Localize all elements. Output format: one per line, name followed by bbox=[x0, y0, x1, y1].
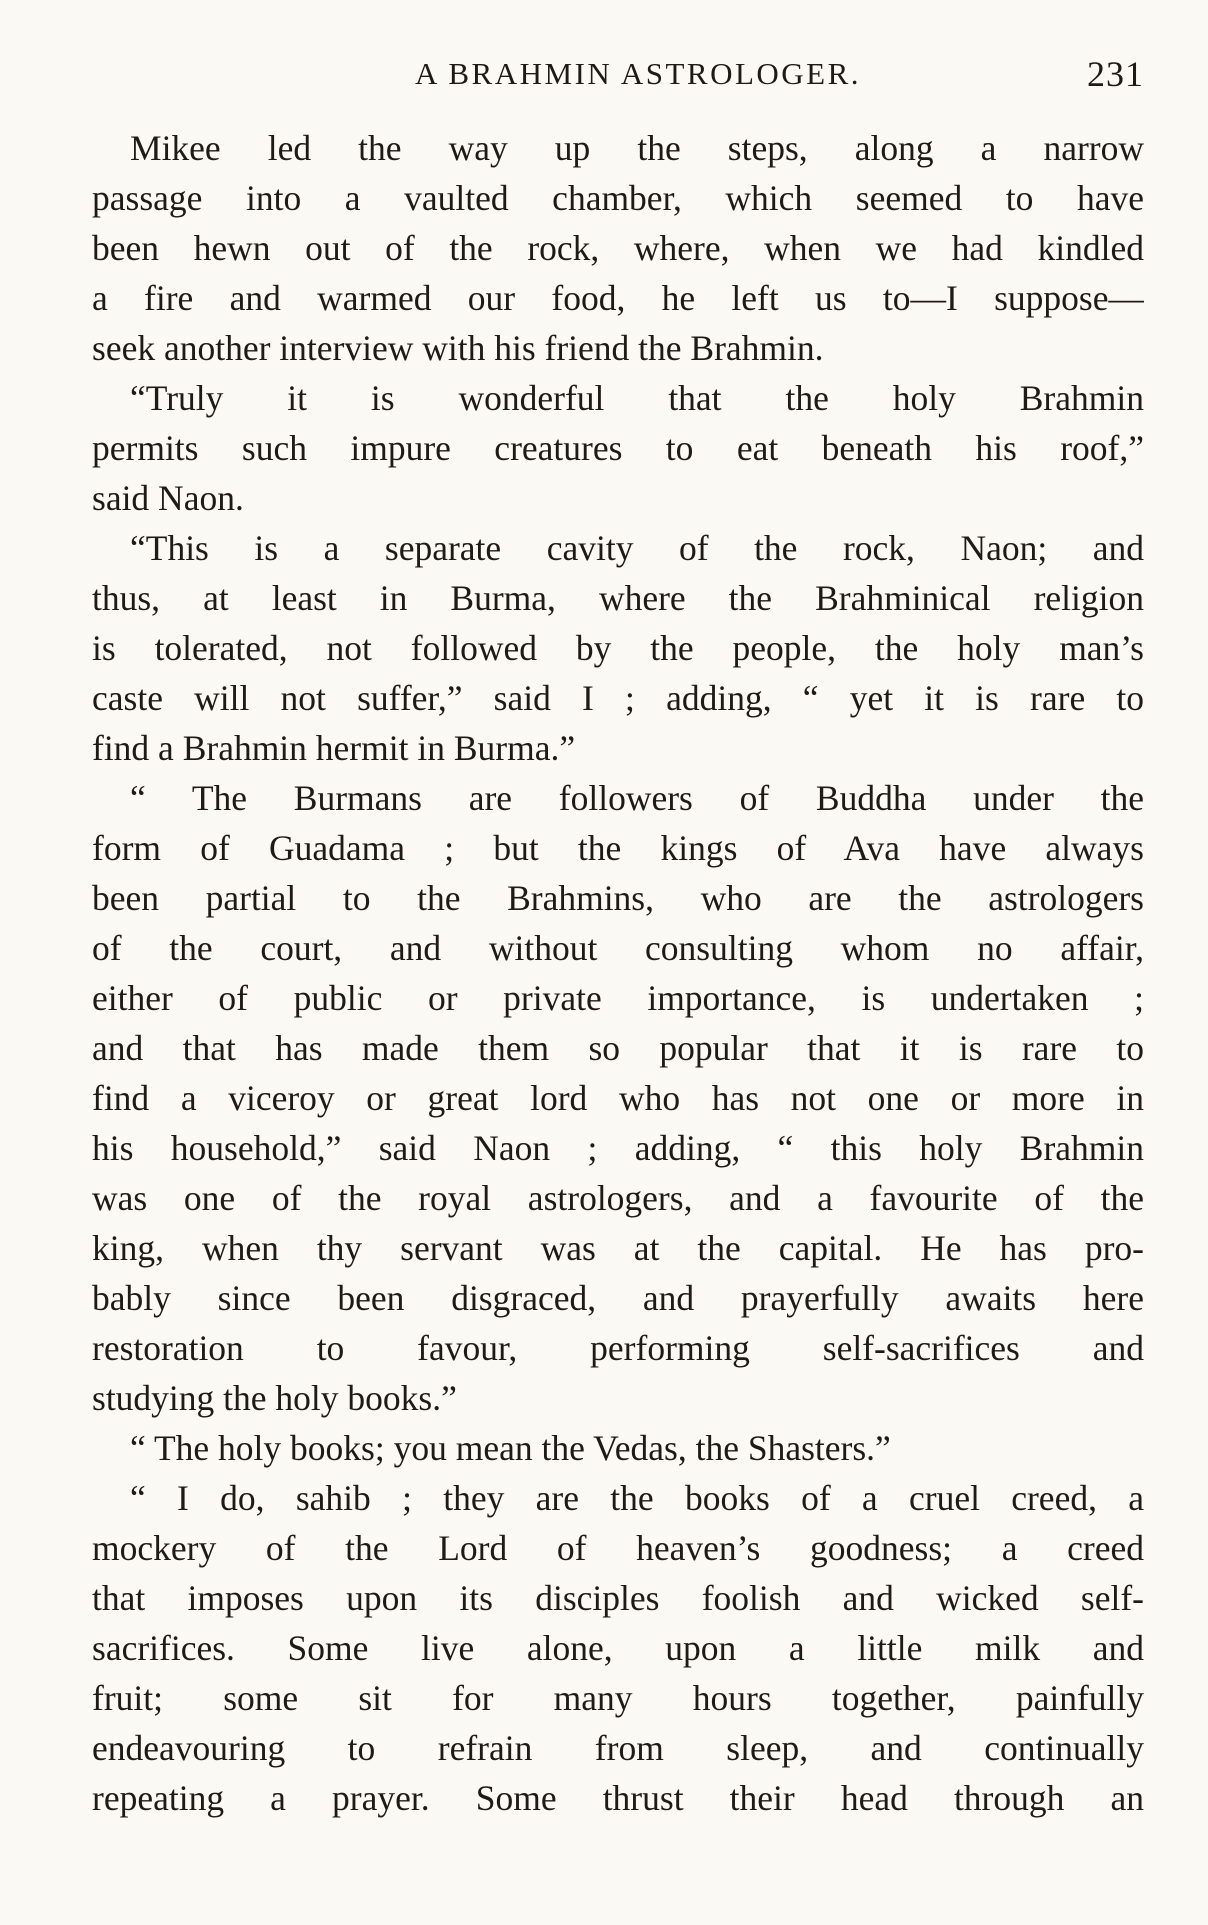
text-line: bably since been disgraced, and prayerfully awaits here bbox=[92, 1278, 1144, 1318]
text-line: a fire and warmed our food, he left us to—I suppose— bbox=[92, 278, 1144, 318]
text-line: either of public or private importance, is undertaken ; bbox=[92, 978, 1144, 1018]
text-line: sacrifices. Some live alone, upon a little milk and bbox=[92, 1628, 1144, 1668]
text-line: that imposes upon its disciples foolish and wicked self- bbox=[92, 1578, 1144, 1618]
text-line: seek another interview with his friend the Brahmin. bbox=[92, 328, 824, 368]
text-line: king, when thy servant was at the capital. He has pro- bbox=[92, 1228, 1144, 1268]
text-line: “ The holy books; you mean the Vedas, the Shasters.” bbox=[130, 1428, 891, 1468]
text-line: his household,” said Naon ; adding, “ this holy Brahmin bbox=[92, 1128, 1144, 1168]
text-line: was one of the royal astrologers, and a favourite of the bbox=[92, 1178, 1144, 1218]
body-text bbox=[92, 123, 1144, 1823]
text-line: endeavouring to refrain from sleep, and continually bbox=[92, 1728, 1144, 1768]
text-line: restoration to favour, performing self-sacrifices and bbox=[92, 1328, 1144, 1368]
text-line: is tolerated, not followed by the people, the holy man’s bbox=[92, 628, 1144, 668]
text-line: passage into a vaulted chamber, which seemed to have bbox=[92, 178, 1144, 218]
running-head bbox=[92, 52, 1144, 96]
text-line: mockery of the Lord of heaven’s goodness; a creed bbox=[92, 1528, 1144, 1568]
text-line: “Truly it is wonderful that the holy Brahmin bbox=[130, 378, 1144, 418]
text-line: been hewn out of the rock, where, when we had kindled bbox=[92, 228, 1144, 268]
text-line: “ I do, sahib ; they are the books of a cruel creed, a bbox=[130, 1478, 1144, 1518]
text-line: find a viceroy or great lord who has not one or more in bbox=[92, 1078, 1144, 1118]
running-title: A BRAHMIN ASTROLOGER. bbox=[414, 56, 862, 91]
text-line: find a Brahmin hermit in Burma.” bbox=[92, 728, 576, 768]
text-line: thus, at least in Burma, where the Brahminical religion bbox=[92, 578, 1144, 618]
text-line: form of Guadama ; but the kings of Ava have always bbox=[92, 828, 1144, 868]
text-line: permits such impure creatures to eat beneath his roof,” bbox=[92, 428, 1144, 468]
text-line: “ The Burmans are followers of Buddha under the bbox=[130, 778, 1144, 818]
text-line: fruit; some sit for many hours together, painfully bbox=[92, 1678, 1144, 1718]
text-line: caste will not suffer,” said I ; adding, “ yet it is rare to bbox=[92, 678, 1144, 718]
text-line: been partial to the Brahmins, who are the astrologers bbox=[92, 878, 1144, 918]
text-line: of the court, and without consulting whom no affair, bbox=[92, 928, 1144, 968]
text-line: “This is a separate cavity of the rock, Naon; and bbox=[130, 528, 1144, 568]
text-line: said Naon. bbox=[92, 478, 244, 518]
text-line: studying the holy books.” bbox=[92, 1378, 457, 1418]
text-line: and that has made them so popular that it is rare to bbox=[92, 1028, 1144, 1068]
text-line: repeating a prayer. Some thrust their head through an bbox=[92, 1778, 1144, 1818]
page-number: 231 bbox=[1087, 54, 1144, 94]
text-line: Mikee led the way up the steps, along a narrow bbox=[130, 128, 1144, 168]
